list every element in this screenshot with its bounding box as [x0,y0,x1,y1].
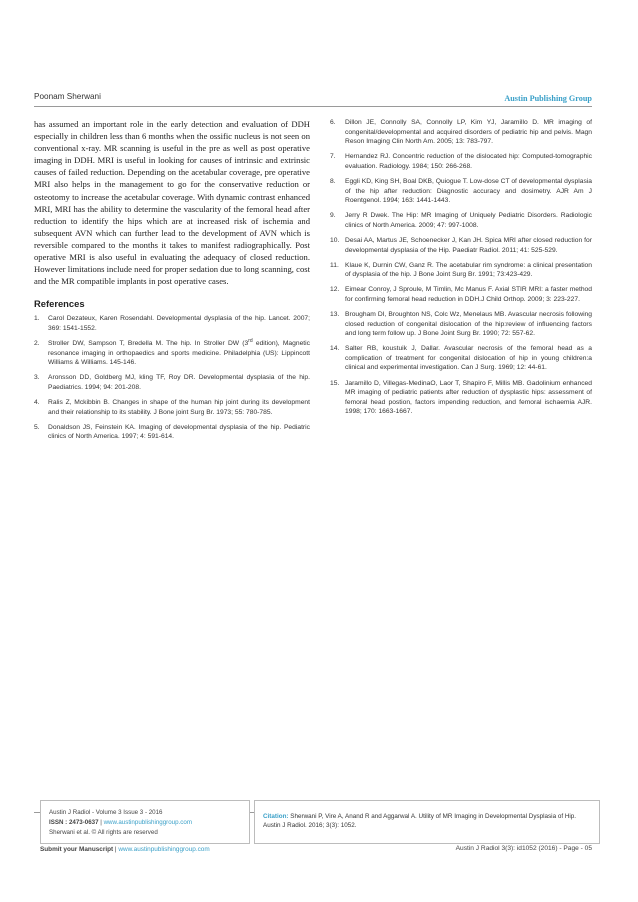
reference-number: 7. [330,153,336,161]
reference-text: Desai AA, Martus JE, Schoenecker J, Kan JH. Spica MRI after closed reduction for developmental dysplasia of the Hip. Paediatr Radiol. 2011; 41: 525-529. [345,236,592,254]
submit-manuscript-line [40,846,210,853]
reference-text: Donaldson JS, Feinstein KA. Imaging of developmental dysplasia of the hip. Pediatric clinics of North America. 1997; 4: 591-614. [48,423,310,441]
reference-text-part: Stroller DW, Sampson T, Bredella M. The hip. In Stroller DW (3 [48,340,249,347]
reference-number: 6. [330,119,336,126]
reference-text: Ralis Z, Mckibbin B. Changes in shape of the human hip joint during its development and their relationship to its stability. J Bone joint Surg Br. 1973; 55: 780-785. [48,398,310,416]
citation-box [254,800,600,844]
reference-number: 2. [34,340,40,347]
reference-text: Aronsson DD, Goldberg MJ, kling TF, Roy DR. Developmental dysplasia of the hip. Paediatrics. 1994; 94: 201-208. [48,374,310,391]
reference-item [34,398,310,417]
journal-info-box [40,800,250,844]
reference-number: 12. [330,286,340,294]
reference-item [34,314,310,333]
reference-text: Carol Dezateux, Karen Rosendahl. Developmental dysplasia of the hip. Lancet. 2007; 369: 1541-1552. [48,315,310,332]
copyright-line: Sherwani et al. © All rights are reserved [49,829,158,836]
reference-item [330,177,592,206]
citation-text: Sherwani P, Vire A, Anand R and Aggarwal A. Utility of MR Imaging in Developmental Dysplasia of Hip. Austin J Radiol. 2016; 3(3): 1052. [263,813,577,830]
submit-label: Submit your Manuscript [40,846,114,853]
left-column [34,118,310,447]
reference-text: Jerry R Dwek. The Hip: MR Imaging of Uniquely Pediatric Disorders. Radiologic clinics of North America. 2009; 47: 997-1008. [345,212,592,229]
reference-number: 1. [34,315,40,323]
running-header-publisher: Austin Publishing Group [504,94,592,103]
reference-text: Salter RB, koustuik J, Dallar. Avascular necrosis of the femoral head as a complication of treatment for congenital dislocation of hip in young children:a clinical and experimental investigation. Can J Surg. 1969; 12: 44-61. [345,345,592,372]
reference-item [330,261,592,280]
separator: | [98,819,104,826]
reference-item [330,310,592,339]
reference-item [34,423,310,442]
reference-number: 14. [330,345,340,353]
reference-item [330,379,592,417]
reference-item [34,339,310,368]
reference-text: Eggli KD, King SH, Boal DKB, Quiogue T. Low-dose CT of developmental dysplasia of the hip after reduction: Diagnostic accuracy and dosimetry. AJR Am J Roentgenol. 1994; 163: 1441-1443. [345,177,592,205]
right-column [330,118,592,422]
reference-item [330,211,592,230]
reference-item [330,236,592,255]
submit-site-link[interactable]: www.austinpublishinggroup.com [118,846,210,853]
running-header-author: Poonam Sherwani [34,92,101,101]
reference-item [330,152,592,171]
reference-text: Dillon JE, Connolly SA, Connolly LP, Kim YJ, Jaramillo D. MR imaging of congenital/developmental and acquired disorders of pediatric hip and pelvis. Magn Reson Imaging Clin North Am. 2005; 13: 783-797. [345,119,592,146]
reference-number: 4. [34,398,40,406]
reference-number: 15. [330,379,340,387]
reference-text [48,339,310,368]
references-heading: References [34,298,85,310]
reference-text: Jaramillo D, Villegas-MedinaO, Laor T, Shapiro F, Millis MB. Gadolinium enhanced MR imaging of pediatric patients after reduction of dysplastic hips: assessment of femoral head postion, factors impending reduction, and femoral ischaemia AJR. 1998; 170: 1663-1667. [345,379,592,416]
reference-number: 11. [330,261,339,269]
page-number-info: Austin J Radiol 3(3): id1052 (2016) - Page - 05 [455,845,592,852]
separator: | [113,846,119,853]
reference-text: Klaue K, Durnin CW, Ganz R. The acetabular rim syndrome: a clinical presentation of dysplasia of the hip. J Bone Joint Surg Br. 1991; 73:423-429. [345,261,592,279]
reference-number: 3. [34,374,40,382]
reference-number: 8. [330,177,336,185]
body-paragraph: has assumed an important role in the early detection and evaluation of DDH especially in children less than 6 months when the ossific nucleus is not seen on conventional x-ray. MR scanning is useful in the pre as well as post operative imaging in DDH. MRI is useful in looking for causes of intrinsic and extrinsic causes of failed reduction. Depending on the acetabular coverage, pre operative MRI also helps in the management to go for the conservative reduction or osteotomy to increase the acetabular coverage. With dynamic contrast enhanced MRI, MRI has the ability to determine the vascularity of the femoral head after reduction to identify the hips which are at increased risk of ischemia and subsequent AVN which can further lead to the development of AVN which is reversible compared to the months it takes to manifest radiographically. Post operative MRI is also useful in evaluating the adequacy of closed reduction. However limitations include need for proper sedation due to long scanning, cost and the MR compatible implants in post operative cases. [34,119,310,287]
publisher-site-link[interactable]: www.austinpublishinggroup.com [103,819,192,826]
header-divider [34,106,592,107]
citation-label: Citation: [263,813,289,820]
reference-item [34,373,310,392]
reference-item [330,344,592,373]
issn-label: ISSN : 2473-0637 [49,819,99,826]
reference-text: Brougham DI, Broughton NS, Colc Wz, Menelaus MB. Avascular necrosis following closed reduction of congenital dislocation of the hip:review of influencing factors and long term follow up. J Bone Joint Surg Br. 1990; 72: 557-62. [345,311,592,338]
reference-number: 13. [330,311,340,318]
journal-volume-line: Austin J Radiol - Volume 3 Issue 3 - 2016 [49,809,163,816]
superscript: rd [248,337,253,344]
reference-text: Eimear Conroy, J Sproule, M Timlin, Mc Manus F. Axial STIR MRI: a faster method for confirming femoral head reduction in DDH.J Child Orthop. 2009; 3: 223-227. [345,286,592,303]
reference-item [330,285,592,304]
reference-text: Hernandez RJ. Concentric reduction of the dislocated hip: Computed-tomographic evaluation. Radiology. 1984; 150: 266-268. [345,153,592,170]
reference-number: 5. [34,423,40,431]
issn-line [49,818,241,828]
reference-text-part: edition), Magnetic resonance imaging in orthopaedics and sports medicine. Philadelphia (US): Lippincott Williams & Williams. 145-146. [48,340,310,367]
reference-number: 10. [330,236,340,244]
reference-number: 9. [330,212,336,220]
reference-item [330,118,592,147]
